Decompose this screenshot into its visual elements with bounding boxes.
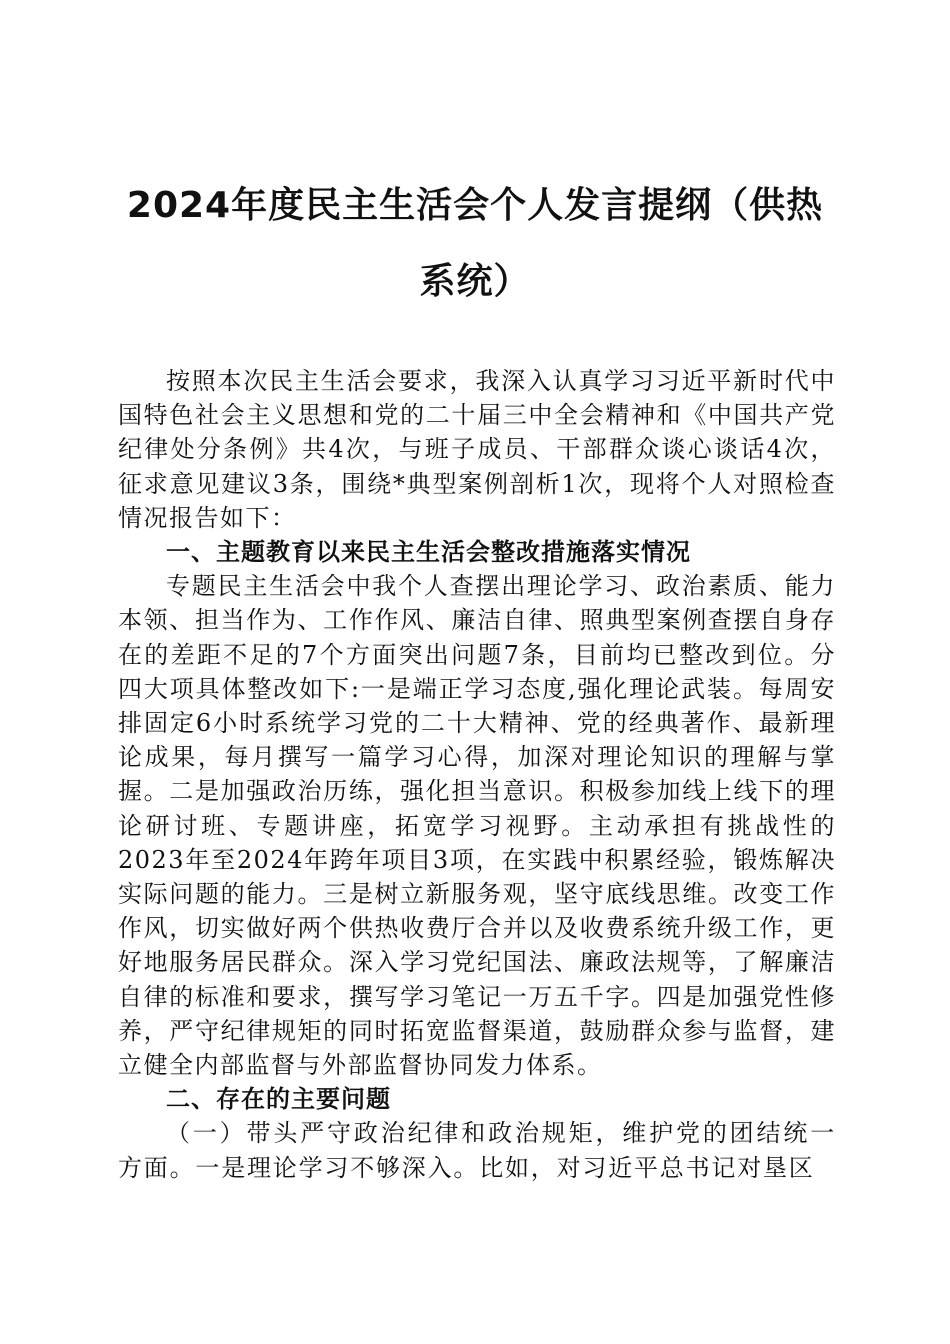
section-1-heading: 一、主题教育以来民主生活会整改措施落实情况 bbox=[166, 538, 691, 567]
document-title: 2024年度民主生活会个人发言提纲（供热系统） bbox=[126, 185, 824, 302]
document-body bbox=[118, 364, 836, 1185]
section-1-paragraph: 专题民主生活会中我个人查摆出理论学习、政治素质、能力本领、担当作为、工作作风、廉洁自律、照典型案例查摆自身存在的差距不足的7个方面突出问题7条，目前均已整改到位。分四大项具体整改如下:一是端正学习态度,强化理论武装。每周安排固定6小时系统学习党的二十大精神、党的经典著作、最新理论成果，每月撰写一篇学习心得，加深对理论知识的理解与掌握。二是加强政治历练，强化担当意识。积极参加线上线下的理论研讨班、专题讲座，拓宽学习视野。主动承担有挑战性的2023年至2024年跨年项目3项，在实践中积累经验，锻炼解决实际问题的能力。三是树立新服务观，坚守底线思维。改变工作作风，切实做好两个供热收费厅合并以及收费系统升级工作，更好地服务居民群众。深入学习党纪国法、廉政法规等，了解廉洁自律的标准和要求，撰写学习笔记一万五千字。四是加强党性修养，严守纪律规矩的同时拓宽监督渠道，鼓励群众参与监督，建立健全内部监督与外部监督协同发力体系。 bbox=[118, 572, 836, 1080]
section-2-subsection-1: （一）带头严守政治纪律和政治规矩，维护党的团结统一方面。一是理论学习不够深入。比如，对习近平总书记对垦区 bbox=[118, 1119, 836, 1182]
section-2-heading: 二、存在的主要问题 bbox=[166, 1085, 391, 1114]
intro-paragraph: 按照本次民主生活会要求，我深入认真学习习近平新时代中国特色社会主义思想和党的二十届三中全会精神和《中国共产党纪律处分条例》共4次，与班子成员、干部群众谈心谈话4次，征求意见建议3条，围绕*典型案例剖析1次，现将个人对照检查情况报告如下： bbox=[118, 367, 836, 532]
